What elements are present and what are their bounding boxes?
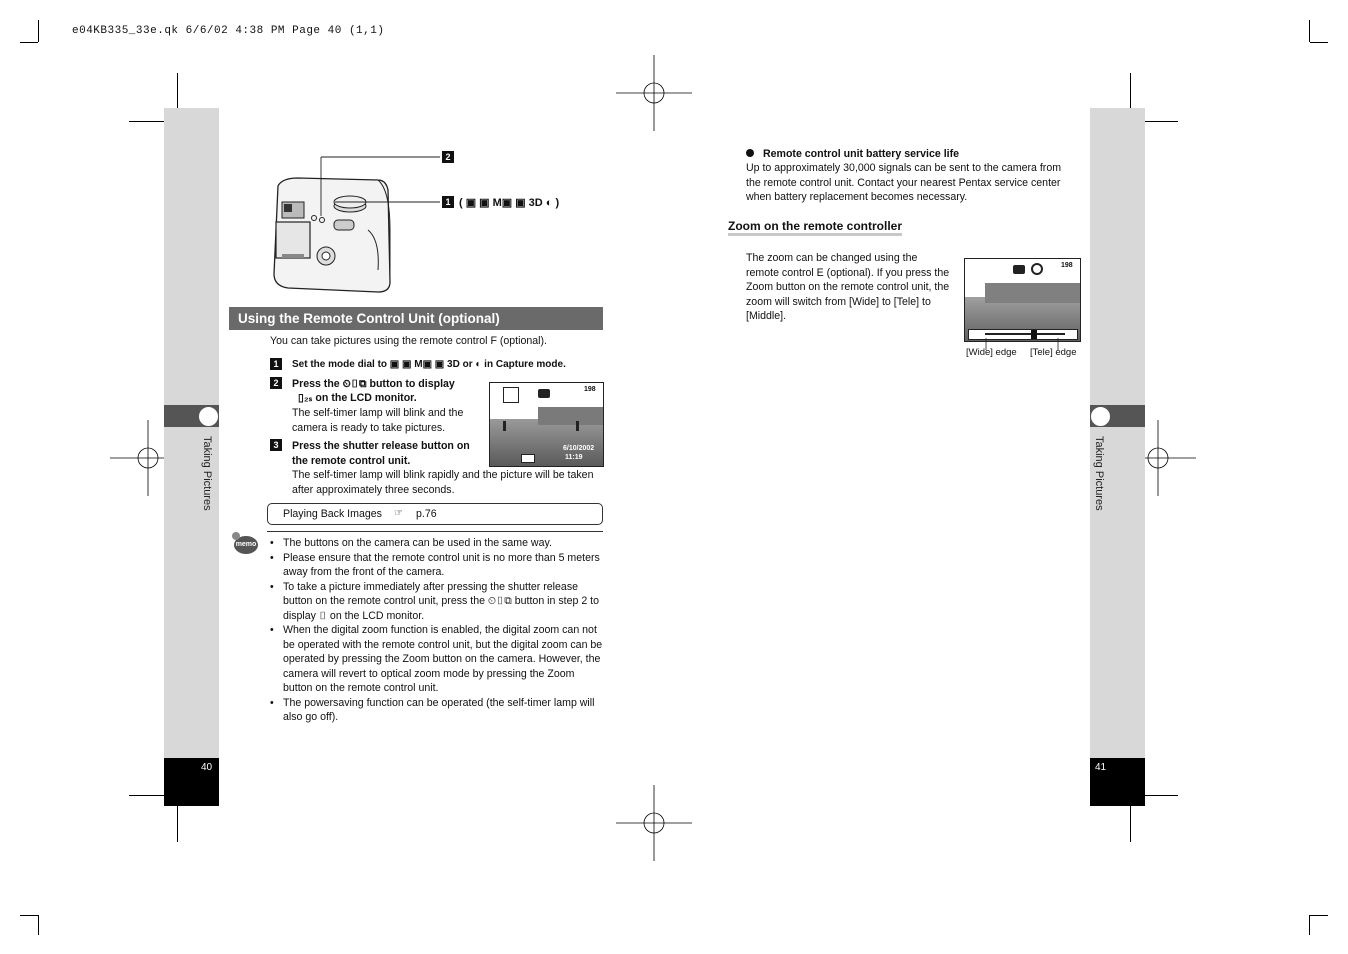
chapter-label: Taking Pictures xyxy=(1093,436,1105,511)
shots-remaining: 198 xyxy=(584,386,596,393)
tele-edge-label: [Tele] edge xyxy=(1030,347,1077,358)
lcd-time: 11:19 xyxy=(565,454,583,461)
page-number: 41 xyxy=(1095,762,1107,773)
zoom-body: The zoom can be changed using the remote control E (optional). If you press the Zoom button on the remote control unit, the zoom will switch from [Wide] to [Tele] to [Middle]. xyxy=(746,252,950,322)
step-3-body: The self-timer lamp will blink rapidly and the picture will be taken after approximately three seconds. xyxy=(292,469,594,496)
registration-mark-bottom xyxy=(616,785,692,861)
reference-text: Playing Back Images xyxy=(283,508,382,520)
battery-body: Up to approximately 30,000 signals can be sent to the camera from the remote control unit. Contact your nearest Pentax service center when battery replacement becomes necessary. xyxy=(746,162,1062,203)
camera-icon xyxy=(538,389,550,398)
memo-item: • Please ensure that the remote control unit is no more than 5 meters away from the front of the camera. xyxy=(269,551,605,580)
zoom-subheading: Zoom on the remote controller xyxy=(728,219,902,236)
battery-title: Remote control unit battery service life xyxy=(763,148,960,160)
memo-rule xyxy=(267,531,603,532)
left-sidebar xyxy=(164,108,219,806)
memo-item: • The buttons on the camera can be used in the same way. xyxy=(269,536,605,551)
step-3-title: Press the shutter release button on the remote control unit. xyxy=(292,440,470,467)
memo-icon-label: memo xyxy=(235,541,257,548)
memo-item: • To take a picture immediately after pressing the shutter release button on the remote control unit, press the ⏲▯⧉ button in step 2 to display ▯ on the LCD monitor. xyxy=(269,580,605,624)
shots-remaining: 198 xyxy=(1061,262,1073,269)
print-slug: e04KB335_33e.qk 6/6/02 4:38 PM Page 40 (1,1) xyxy=(72,25,385,37)
right-sidebar xyxy=(1090,108,1145,806)
lcd-date: 6/10/2002 xyxy=(563,445,595,452)
camera-icon xyxy=(1013,265,1025,274)
reference-arrow-icon: ☞ xyxy=(394,508,403,519)
step-2-title-cont: ▯₂ₛ on the LCD monitor. xyxy=(298,392,417,404)
bullet-icon xyxy=(746,149,754,157)
memo-item: • When the digital zoom function is enabled, the digital zoom can not be operated with the remote control unit, but the digital zoom can be operated by pressing the Zoom button on the camera. However, the camera will revert to optical zoom mode by pressing the Zoom button on the remote control unit. xyxy=(269,623,605,696)
chapter-label: Taking Pictures xyxy=(201,436,213,511)
mode-icons: ( ▣ ▣ M▣ ▣ 3D ◐ ) xyxy=(459,197,560,209)
step-number: 2 xyxy=(270,377,282,389)
step-number: 1 xyxy=(270,358,282,370)
step-2-body: The self-timer lamp will blink and the camera is ready to take pictures. xyxy=(292,407,464,434)
lcd-capture-preview xyxy=(489,382,604,467)
magnifier-icon xyxy=(1031,263,1043,275)
page-number: 40 xyxy=(201,762,213,773)
callout-1: 1 xyxy=(442,196,454,208)
memo-item: • The powersaving function can be operated (the self-timer lamp will also go off). xyxy=(269,696,605,725)
battery-icon xyxy=(521,454,535,463)
chapter-marker xyxy=(1090,406,1111,427)
reference-page: p.76 xyxy=(416,508,437,520)
section-intro: You can take pictures using the remote control F (optional). xyxy=(270,335,547,347)
memo-list xyxy=(269,536,605,725)
step-number: 3 xyxy=(270,439,282,451)
section-title: Using the Remote Control Unit (optional) xyxy=(229,307,603,330)
wide-edge-label: [Wide] edge xyxy=(966,347,1017,358)
chapter-marker xyxy=(198,406,219,427)
step-2-title: Press the ⏲▯⧉ button to display xyxy=(292,378,455,390)
camera-illustration xyxy=(268,150,458,300)
registration-mark-top xyxy=(616,55,692,131)
callout-2: 2 xyxy=(442,151,454,163)
reference-box xyxy=(267,503,603,525)
lcd-zoom-preview xyxy=(964,258,1081,342)
memo-icon xyxy=(232,532,258,556)
step-1-title: Set the mode dial to ▣ ▣ M▣ ▣ 3D or ◐ in Capture mode. xyxy=(292,359,566,370)
